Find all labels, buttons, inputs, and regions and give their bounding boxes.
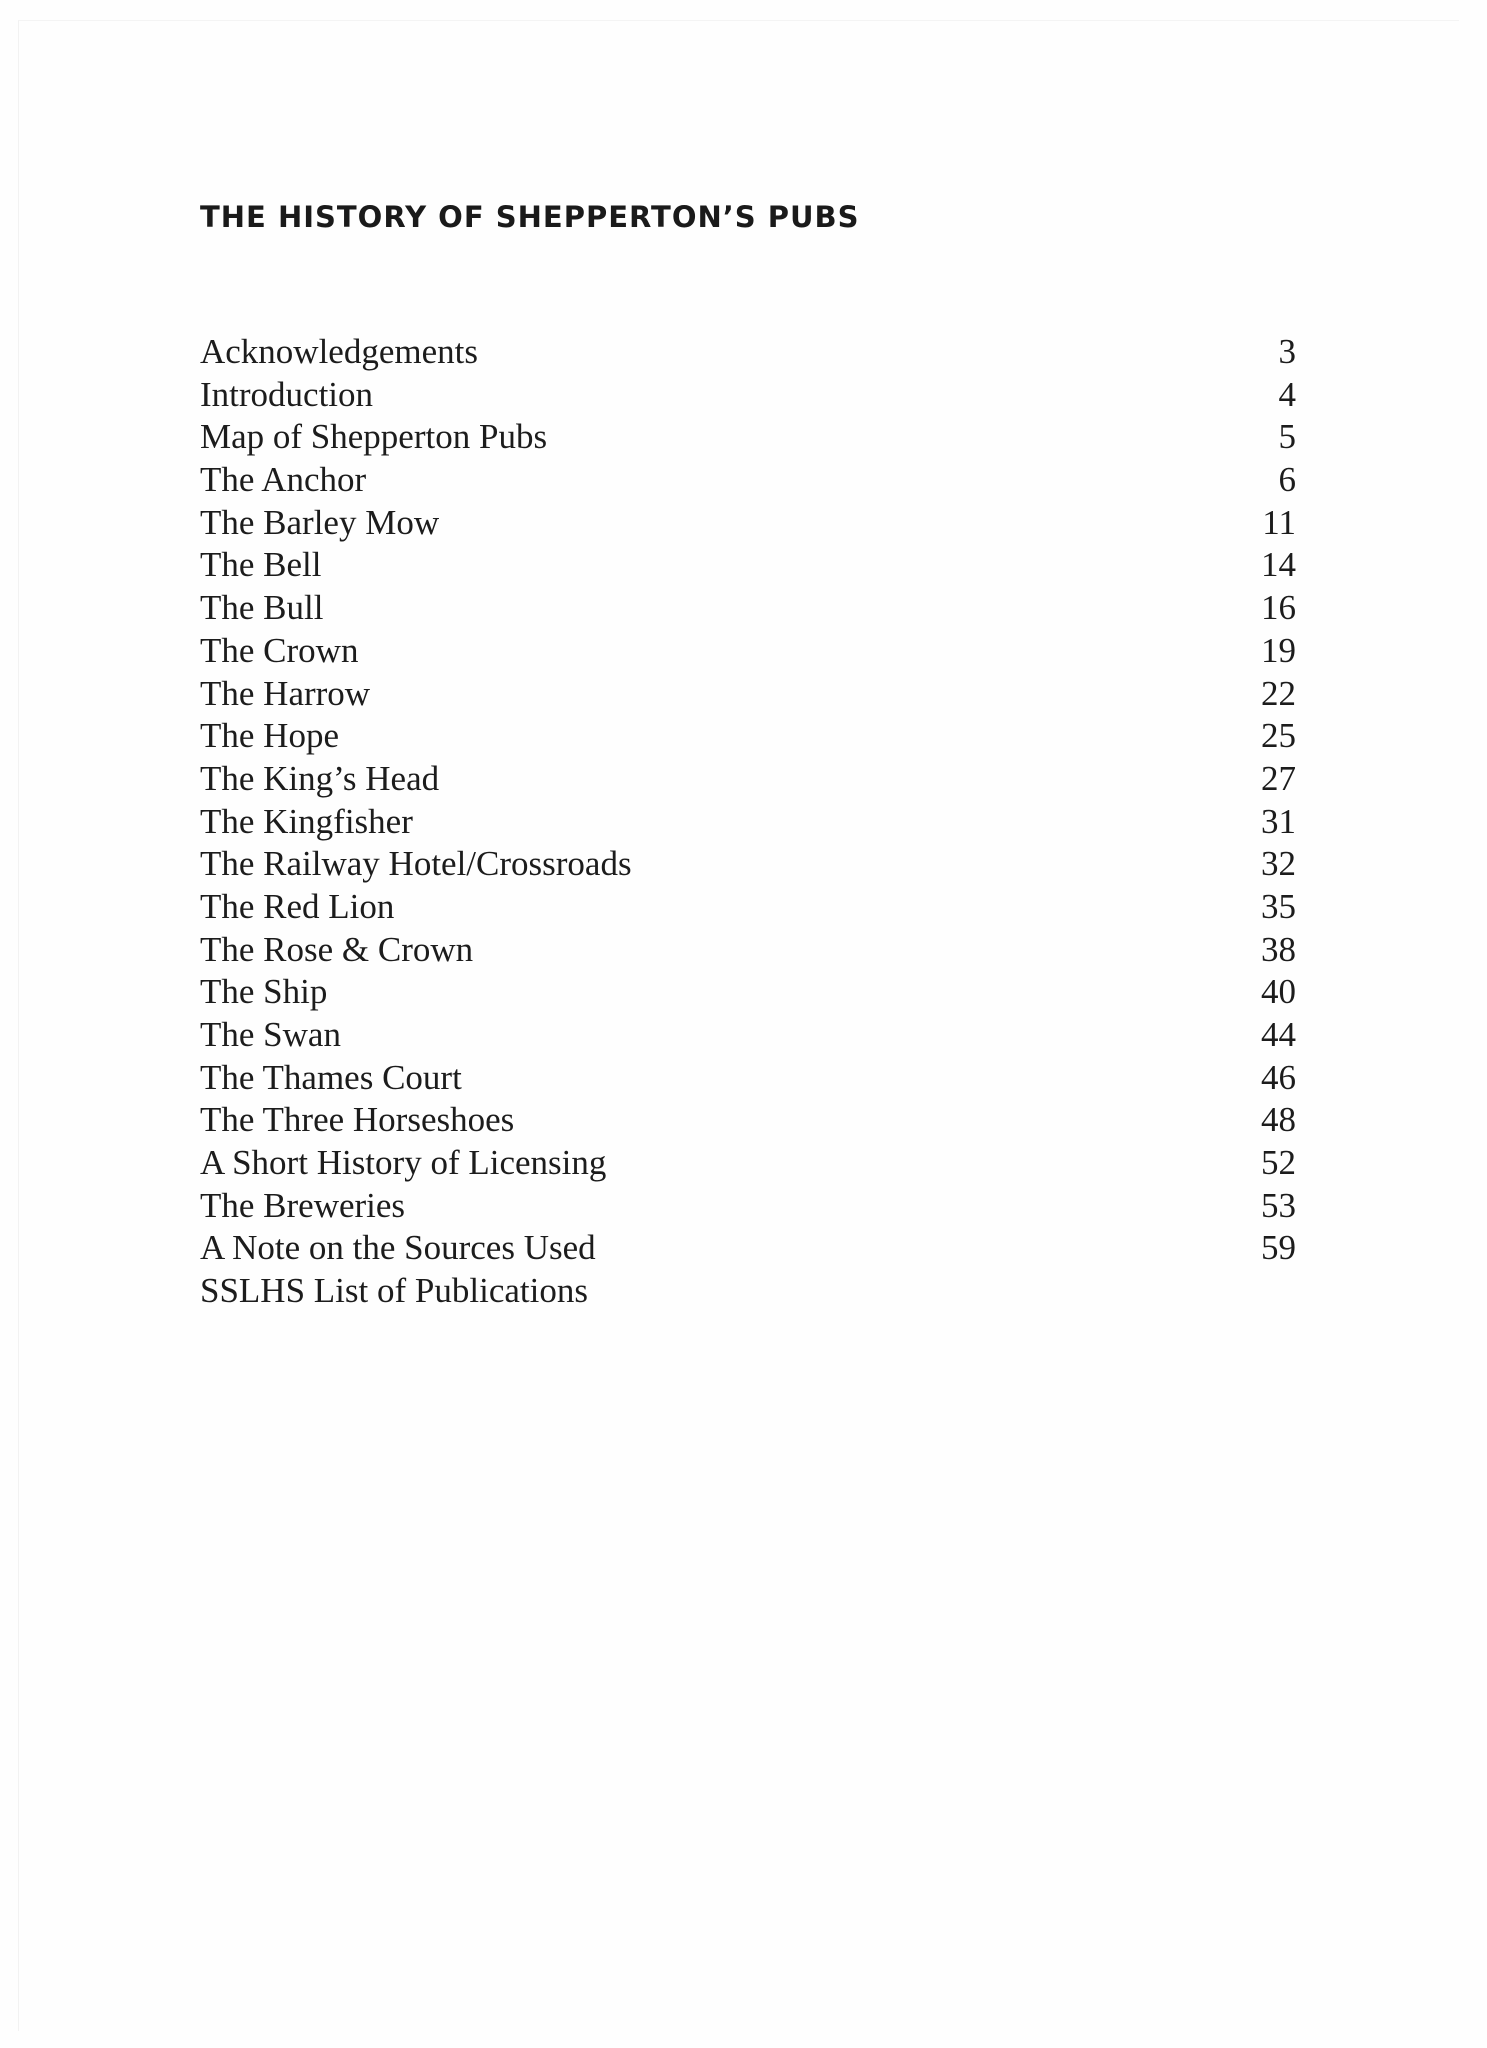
toc-page-number: 4 — [1278, 374, 1296, 414]
toc-page-number: 31 — [1261, 801, 1296, 841]
toc-row — [200, 1100, 1296, 1143]
toc-page-number: 25 — [1261, 716, 1296, 756]
toc-page-number: 27 — [1261, 758, 1296, 798]
toc-row — [200, 1143, 1296, 1186]
toc-row — [200, 759, 1296, 802]
toc-row — [200, 375, 1296, 418]
toc-page-number: 3 — [1278, 332, 1296, 371]
toc-entry: The Crown — [200, 630, 359, 670]
toc-page-number: 44 — [1261, 1015, 1296, 1054]
toc-page-number: 38 — [1261, 929, 1296, 969]
toc-entry: Introduction — [200, 374, 374, 414]
toc-row — [200, 716, 1296, 759]
toc-entry: The Three Horseshoes — [200, 1100, 515, 1140]
toc-entry: The Swan — [200, 1015, 341, 1054]
toc-row — [200, 972, 1296, 1015]
toc-entry: The Red Lion — [200, 886, 395, 926]
toc-page-number: 46 — [1261, 1057, 1296, 1097]
toc-page-number: 40 — [1261, 972, 1296, 1012]
toc-row — [200, 844, 1296, 887]
toc-page-number: 11 — [1262, 502, 1296, 542]
toc-row — [200, 332, 1296, 375]
toc-entry: The Rose & Crown — [200, 929, 474, 969]
toc-row — [200, 460, 1296, 503]
table-of-contents — [200, 332, 1296, 1314]
toc-page-number: 59 — [1261, 1228, 1296, 1268]
page-title: THE HISTORY OF SHEPPERTON’S PUBS — [200, 200, 860, 234]
toc-page-number: 48 — [1261, 1100, 1296, 1140]
toc-entry: The Anchor — [200, 460, 367, 500]
toc-entry: The Hope — [200, 716, 339, 756]
toc-entry: The Harrow — [200, 673, 371, 713]
toc-entry: The Bull — [200, 588, 324, 628]
toc-row — [200, 1271, 1296, 1314]
toc-entry: Acknowledgements — [200, 332, 478, 371]
toc-entry: The Kingfisher — [200, 801, 413, 841]
toc-row — [200, 545, 1296, 588]
toc-page-number: 16 — [1261, 588, 1296, 628]
toc-page-number: 35 — [1261, 886, 1296, 926]
toc-row — [200, 1015, 1296, 1058]
toc-row — [200, 588, 1296, 631]
toc-entry: The Barley Mow — [200, 502, 440, 542]
toc-page-number: 52 — [1261, 1143, 1296, 1183]
toc-entry: The Railway Hotel/Crossroads — [200, 844, 632, 884]
toc-row — [200, 674, 1296, 717]
toc-row — [200, 1228, 1296, 1271]
toc-entry: Map of Shepperton Pubs — [200, 417, 548, 457]
toc-page-number: 19 — [1261, 630, 1296, 670]
toc-entry: The Bell — [200, 545, 322, 585]
toc-entry: The Ship — [200, 972, 328, 1012]
toc-entry: The Breweries — [200, 1185, 406, 1225]
toc-row — [200, 930, 1296, 973]
toc-row — [200, 1058, 1296, 1101]
toc-row — [200, 1186, 1296, 1229]
toc-page-number: 14 — [1261, 545, 1296, 585]
toc-page-number: 32 — [1261, 844, 1296, 884]
toc-row — [200, 631, 1296, 674]
toc-entry: A Note on the Sources Used — [200, 1228, 596, 1268]
toc-row — [200, 887, 1296, 930]
toc-page-number: 6 — [1278, 460, 1296, 500]
toc-entry: The King’s Head — [200, 758, 440, 798]
toc-page-number: 53 — [1261, 1185, 1296, 1225]
toc-row — [200, 417, 1296, 460]
toc-row — [200, 503, 1296, 546]
toc-entry: The Thames Court — [200, 1057, 462, 1097]
toc-entry: A Short History of Licensing — [200, 1143, 607, 1183]
toc-page-number: 22 — [1261, 673, 1296, 713]
toc-entry: SSLHS List of Publications — [200, 1271, 588, 1311]
toc-page-number: 5 — [1278, 417, 1296, 457]
toc-row — [200, 802, 1296, 845]
